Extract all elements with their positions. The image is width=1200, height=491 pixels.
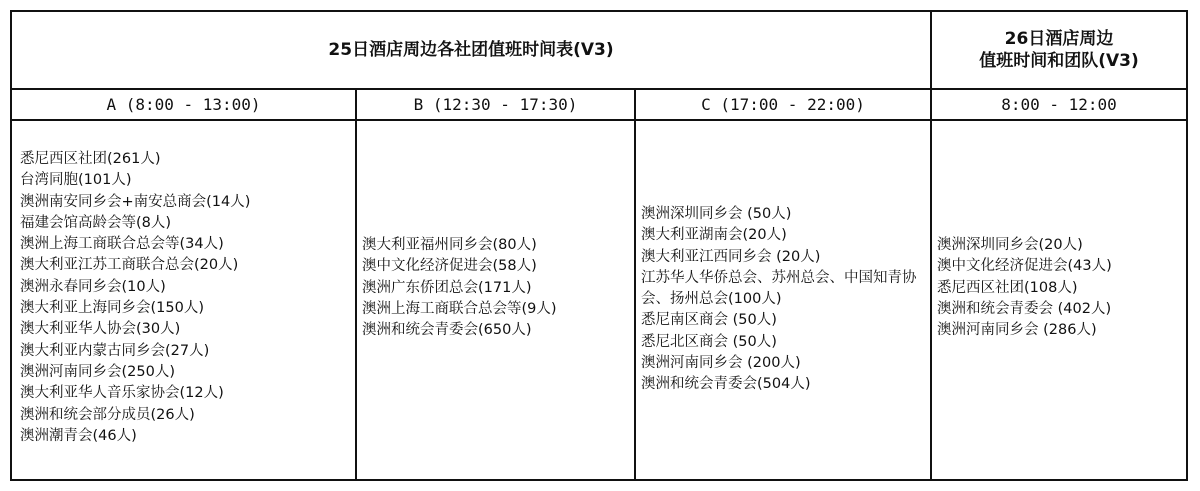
- shift-b: B (12:30 - 17:30): [413, 95, 578, 114]
- list-item: 澳洲潮青会(46人): [20, 427, 137, 444]
- list-item: 澳洲和统会青委会(504人): [641, 376, 811, 393]
- shift-c: C (17:00 - 22:00): [701, 95, 865, 114]
- list-item: 澳洲广东侨团总会(171人): [362, 279, 532, 296]
- list-item: 澳洲上海工商联合总会等(34人): [20, 236, 224, 253]
- title-day26: [932, 12, 1186, 88]
- list-item: 澳大利亚湖南会(20人): [641, 227, 787, 244]
- shift-a: A (8:00 - 13:00): [106, 95, 261, 114]
- list-item: 澳大利亚上海同乡会(150人): [20, 300, 204, 317]
- shift-day26: 8:00 - 12:00: [1001, 95, 1117, 114]
- title-day25: 25日酒店周边各社团值班时间表(V3): [328, 40, 614, 60]
- list-item: 澳洲河南同乡会 (200人): [641, 355, 801, 372]
- list-item: 澳大利亚福州同乡会(80人): [362, 237, 537, 253]
- list-item: 澳大利亚内蒙古同乡会(27人): [20, 342, 210, 359]
- divider-col-b: [355, 89, 357, 481]
- list-item: 悉尼西区社团(108人): [937, 279, 1078, 296]
- list-item: 澳大利亚华人协会(30人): [20, 321, 181, 338]
- list-item: 澳大利亚华人音乐家协会(12人): [20, 385, 224, 402]
- list-item: 悉尼北区商会 (50人): [641, 333, 777, 350]
- list-item: 澳洲和统会部分成员(26人): [20, 406, 195, 423]
- team-list-c: [641, 204, 926, 396]
- list-item: 澳洲河南同乡会(250人): [20, 363, 175, 380]
- title-day26-line1: 26日酒店周边: [1004, 29, 1114, 49]
- team-list-day26: [937, 235, 1183, 341]
- title-day26-line2: 值班时间和团队(V3): [979, 51, 1139, 71]
- list-item: 澳洲南安同乡会+南安总商会(14人): [20, 193, 251, 210]
- list-item: 澳洲和统会青委会(650人): [362, 322, 532, 339]
- list-item: 澳洲上海工商联合总会等(9人): [362, 300, 557, 317]
- list-item: 澳洲河南同乡会 (286人): [937, 322, 1097, 339]
- list-item: 悉尼西区社团(261人): [20, 151, 161, 167]
- team-list-a: [20, 149, 350, 447]
- list-item: 澳大利亚江苏工商联合总会(20人): [20, 257, 239, 274]
- team-list-b: [362, 235, 630, 341]
- list-item: 澳中文化经济促进会(58人): [362, 258, 537, 275]
- list-item: 悉尼南区商会 (50人): [641, 312, 777, 329]
- list-item: 江苏华人华侨总会、苏州总会、中国知青协会、扬州总会(100人): [641, 269, 917, 308]
- list-item: 澳洲和统会青委会 (402人): [937, 300, 1112, 317]
- list-item: 福建会馆高龄会等(8人): [20, 214, 172, 231]
- divider-col-c: [634, 89, 636, 481]
- list-item: 澳中文化经济促进会(43人): [937, 258, 1112, 275]
- divider-shifts: [10, 119, 1188, 121]
- list-item: 澳洲深圳同乡会 (50人): [641, 206, 792, 222]
- list-item: 澳洲永春同乡会(10人): [20, 278, 166, 295]
- list-item: 澳大利亚江西同乡会 (20人): [641, 248, 821, 265]
- list-item: 台湾同胞(101人): [20, 172, 132, 189]
- list-item: 澳洲深圳同乡会(20人): [937, 237, 1083, 253]
